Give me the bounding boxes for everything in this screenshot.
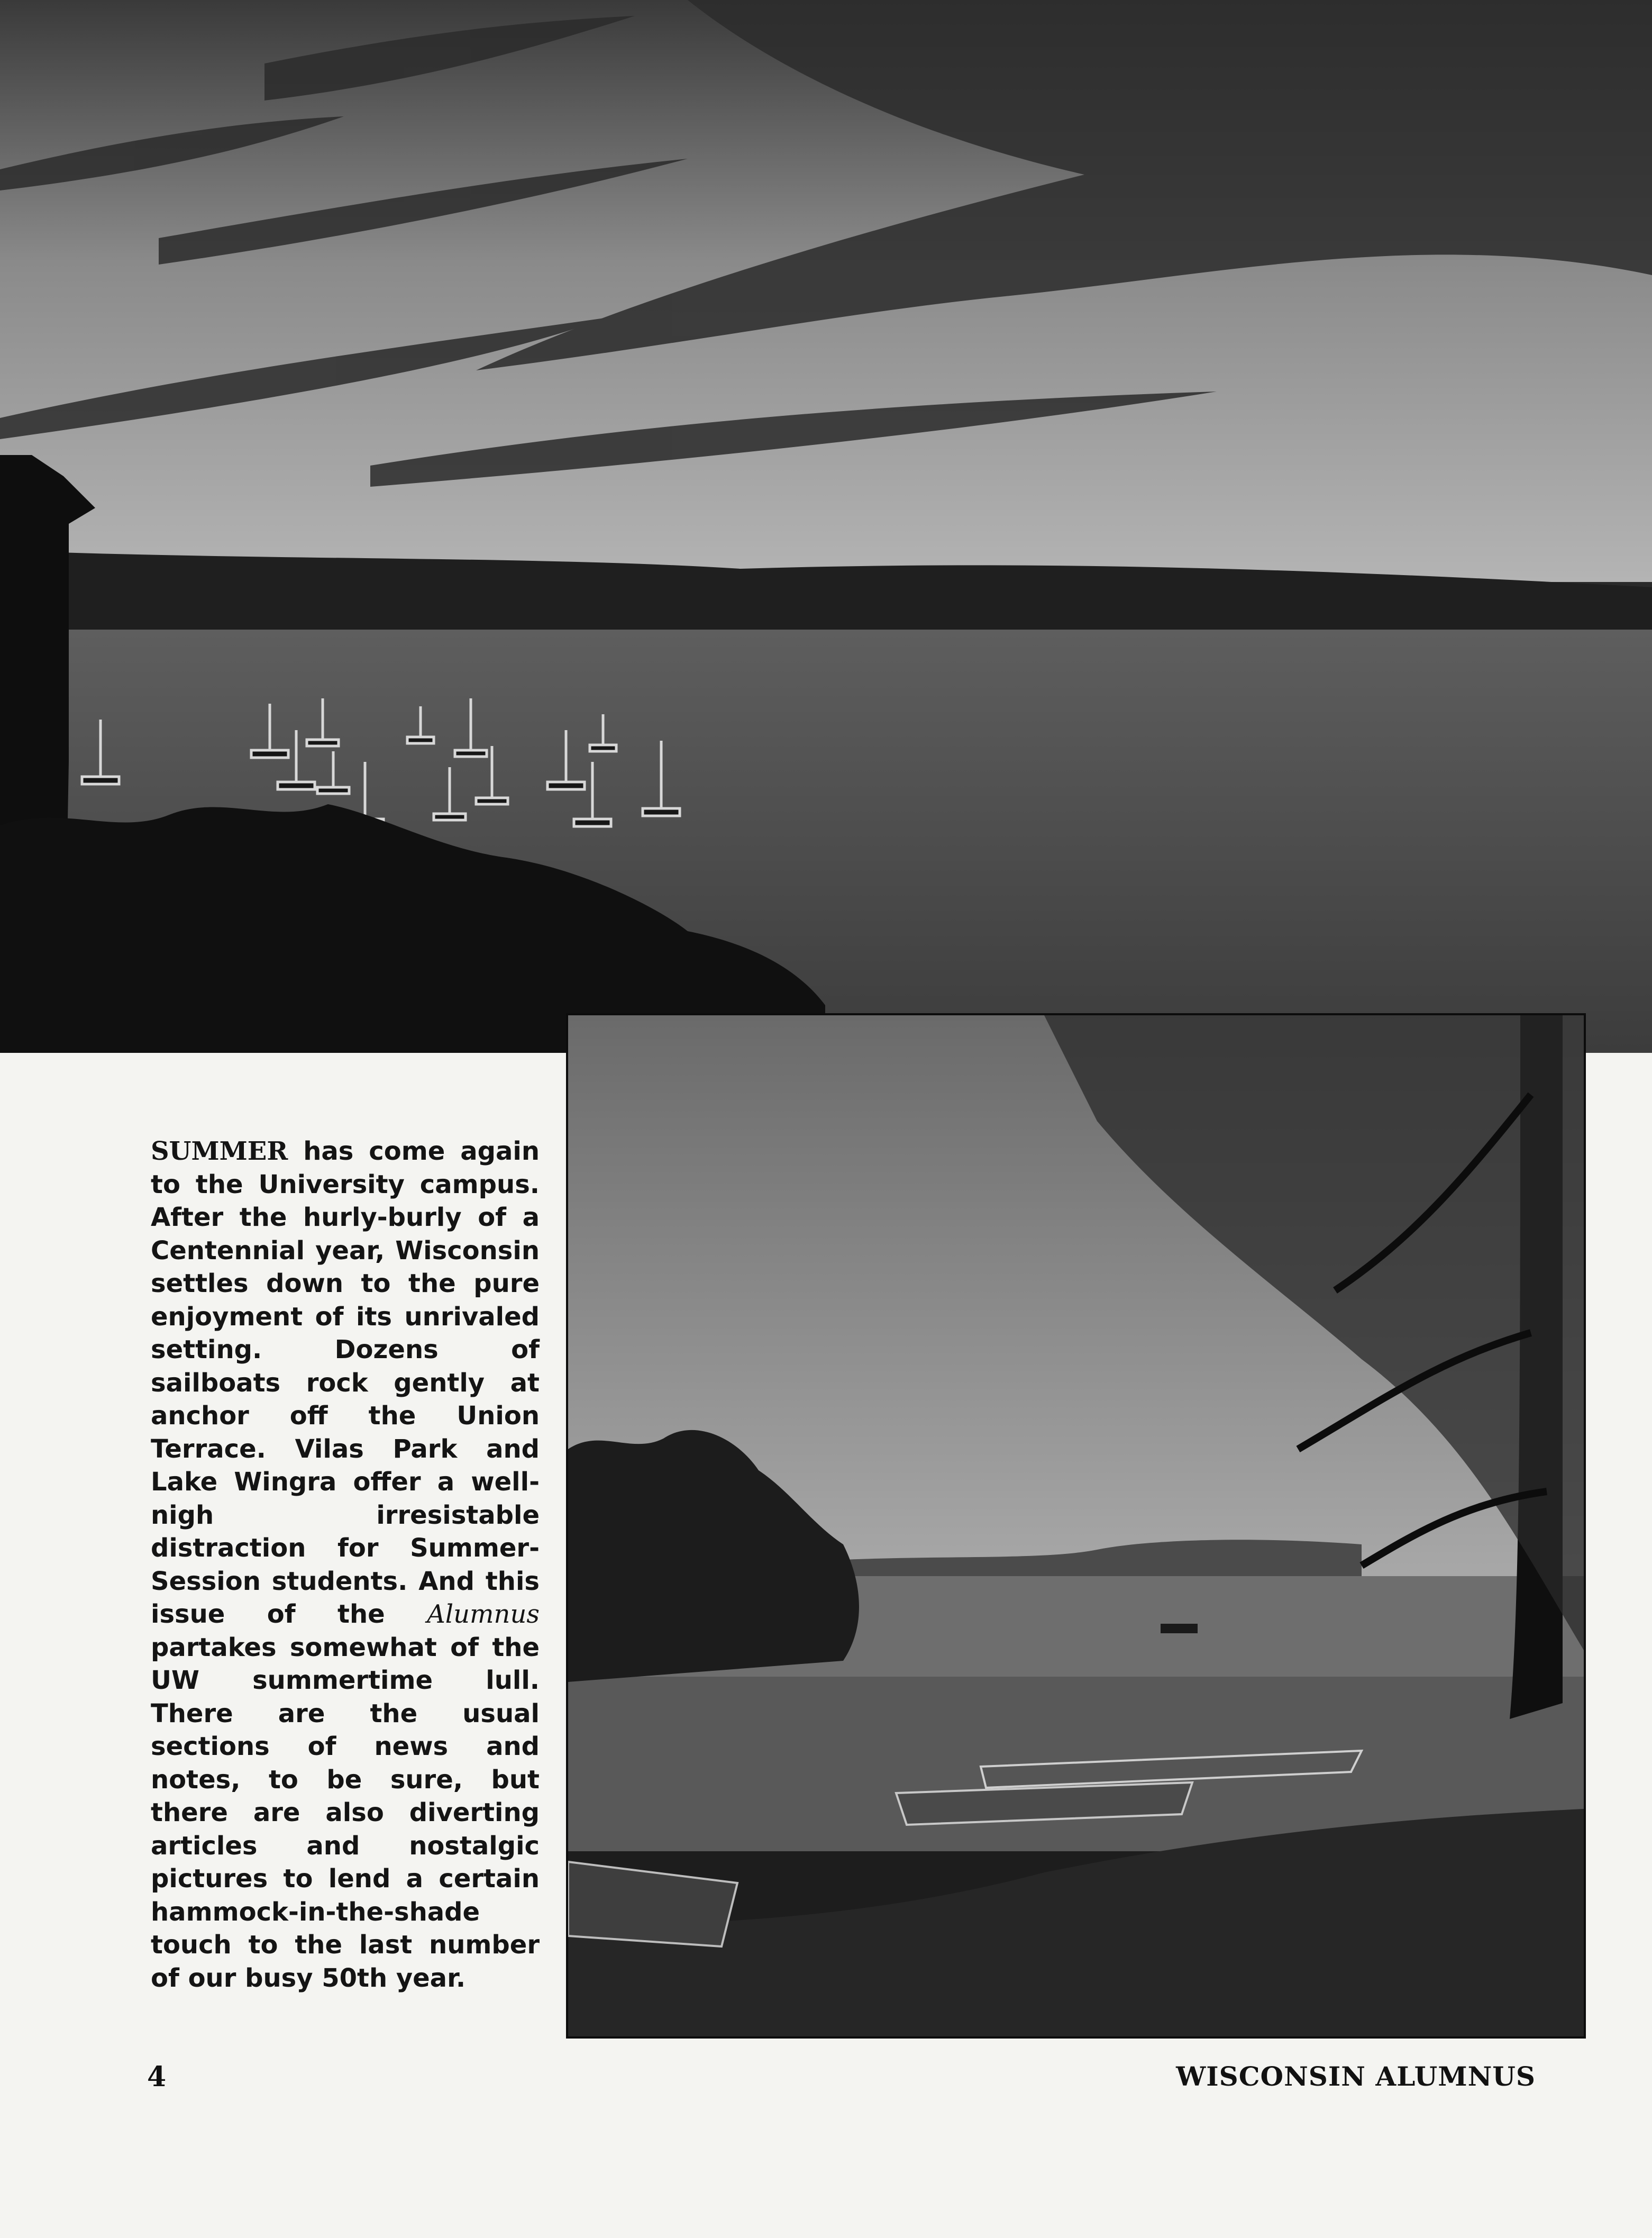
lakeshore-trees-rowboats-icon xyxy=(568,1015,1584,2036)
lake-sunset-photo xyxy=(0,0,1652,1053)
intro-text-2: partakes somewhat of the UW summertime lull. There are the usual sections of news and notes, to be sure, but there are also diverting articles and nostalgic pictures to lend a certain hammock-in-the-shade touch to the last number of our busy 50th year. xyxy=(151,1632,540,1993)
intro-paragraph xyxy=(151,1135,540,1995)
publication-name: WISCONSIN ALUMNUS xyxy=(1176,2061,1536,2092)
lakeshore-photo xyxy=(566,1013,1586,2039)
lead-word: SUMMER xyxy=(151,1136,288,1166)
intro-text-1: has come again to the University campus. After the hurly-burly of a Centennial year, Wisconsin settles down to the pure enjoyment of its unrivaled setting. Dozens of sailboats rock gently at anchor off the Union Terrace. Vilas Park and Lake Wingra offer a well-nigh irresistable distraction for Summer-Session students. And this issue of the xyxy=(151,1136,540,1629)
lake-sunset-sailboats-icon xyxy=(0,0,1652,1053)
page-number: 4 xyxy=(147,2061,167,2093)
magazine-title-italic: Alumnus xyxy=(427,1599,540,1629)
